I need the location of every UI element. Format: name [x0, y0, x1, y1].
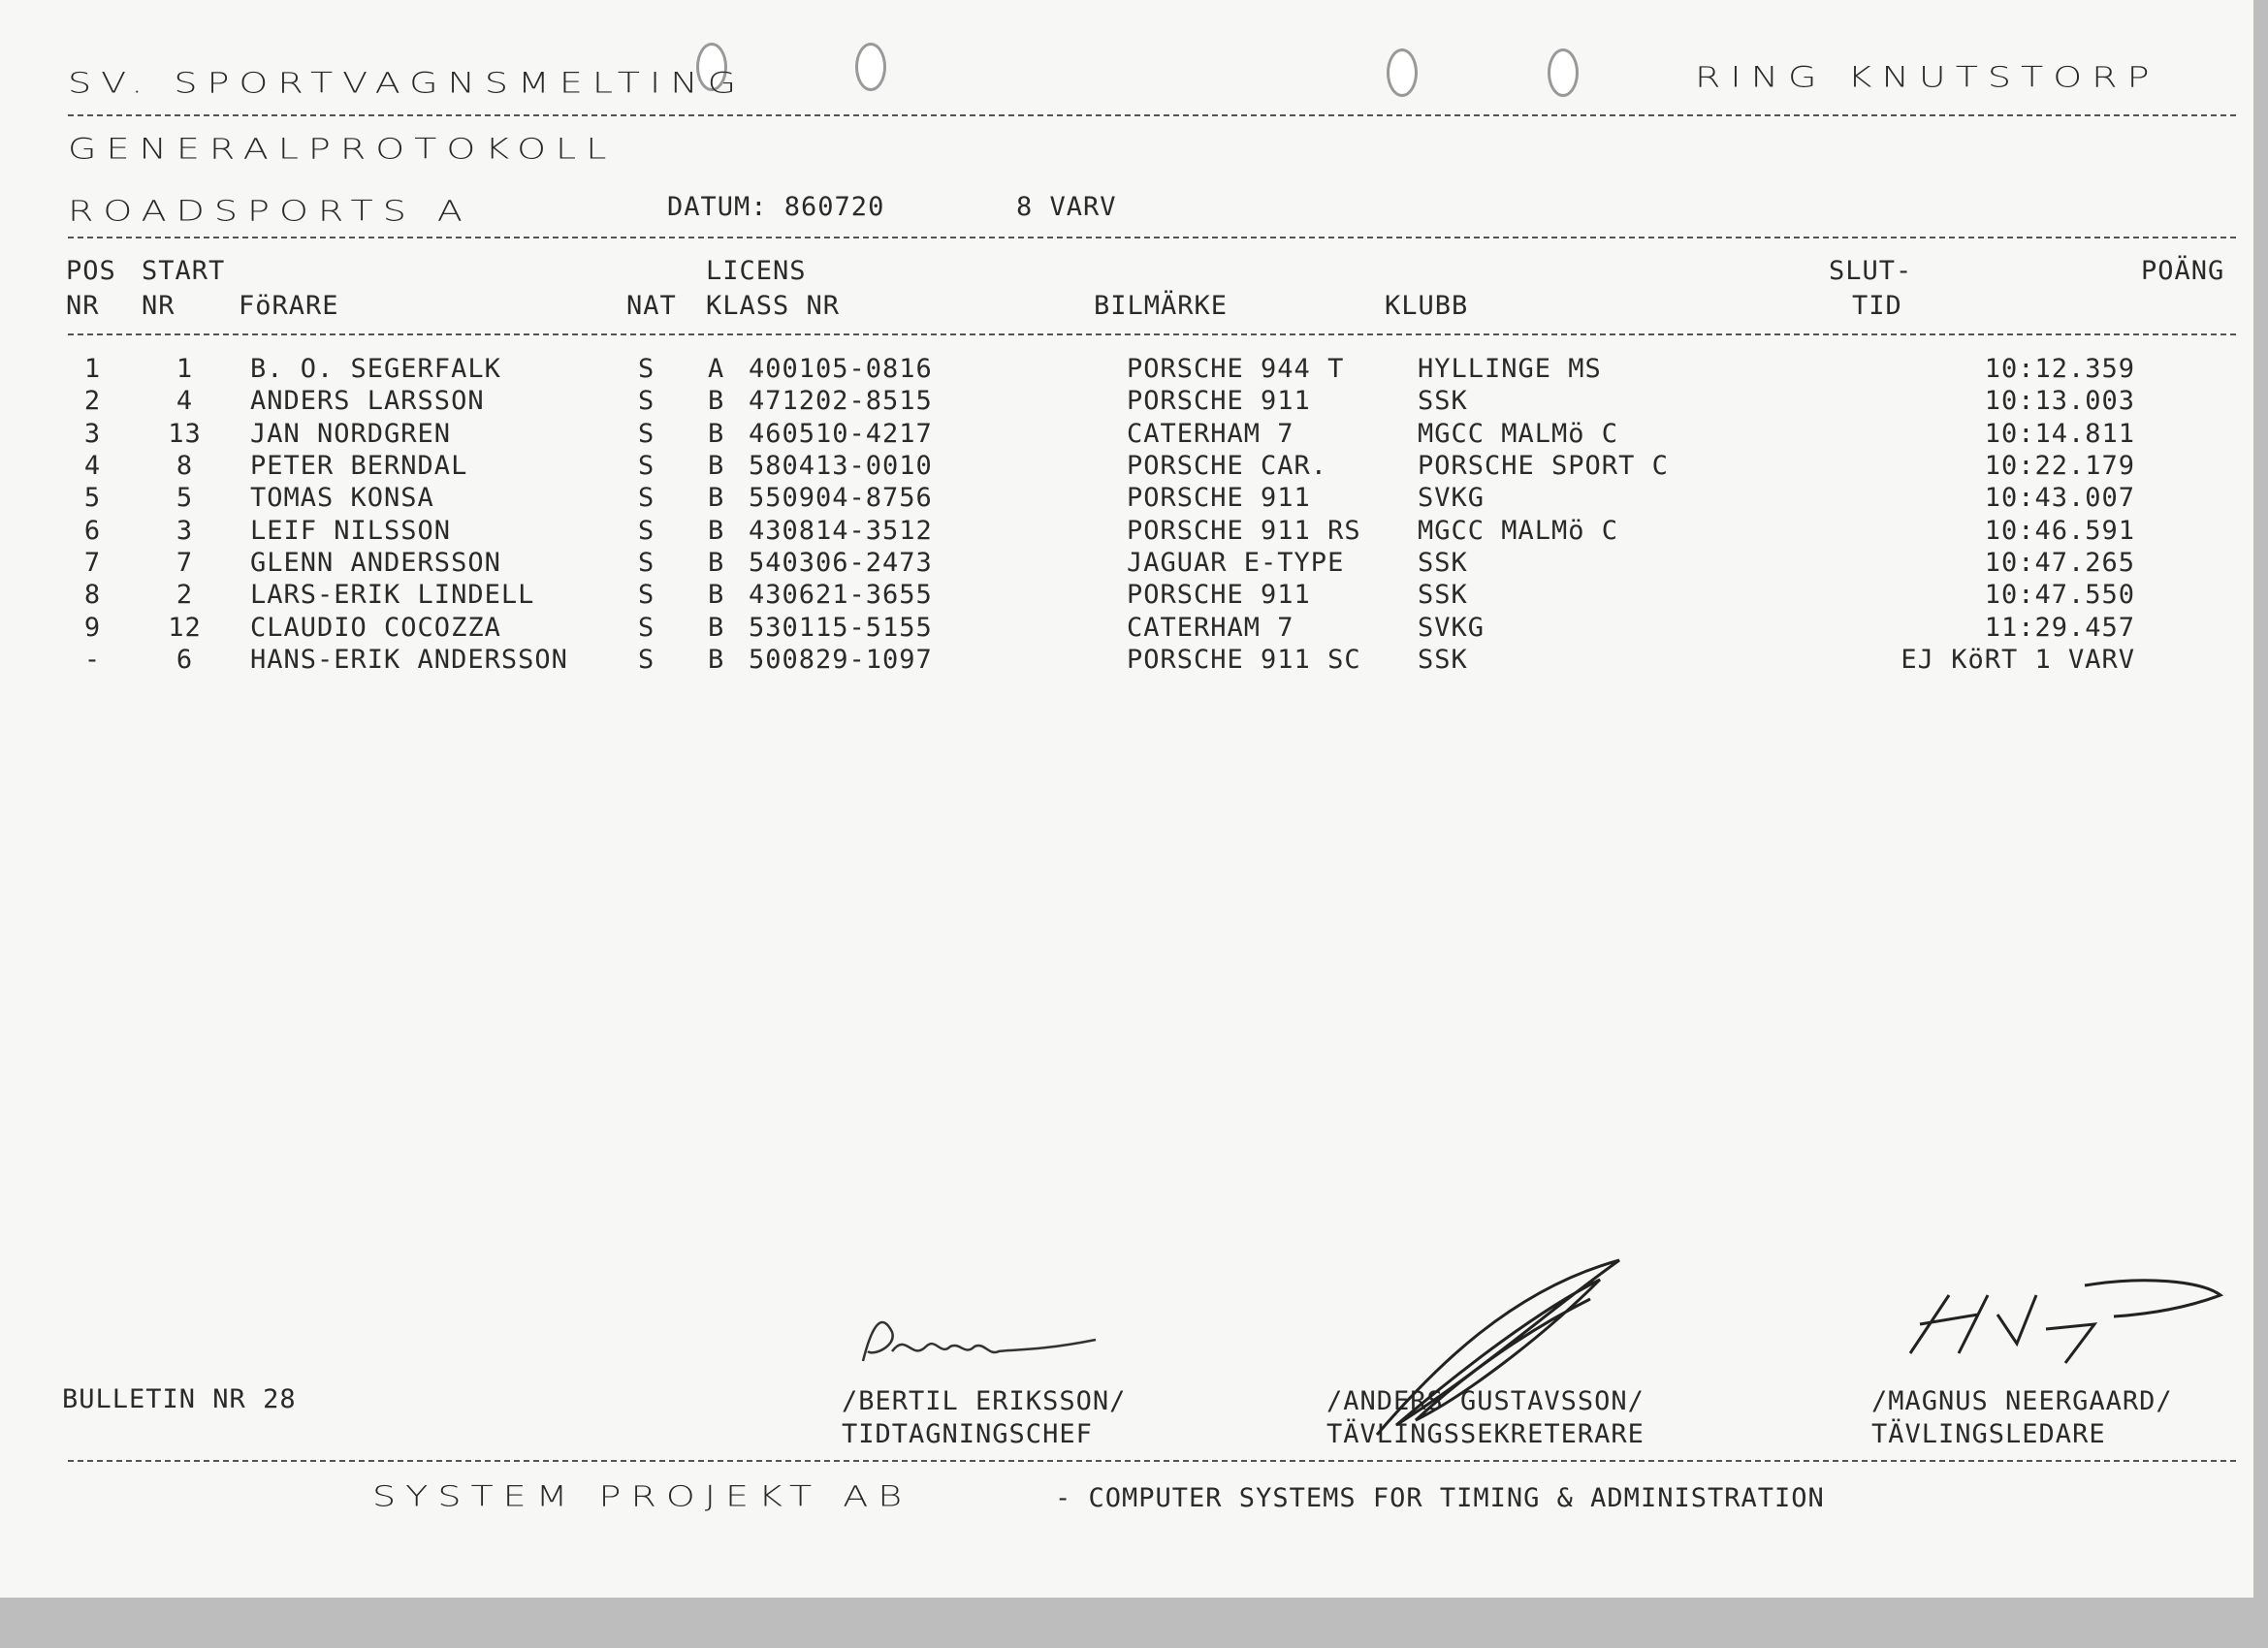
signer-title: TIDTAGNINGSCHEF: [842, 1419, 1093, 1449]
result-car: JAGUAR E-TYPE: [1127, 547, 1345, 578]
result-klass: B: [708, 483, 725, 514]
col-slut: SLUT-: [1829, 256, 1913, 286]
result-nat: S: [638, 612, 655, 643]
result-klass: B: [708, 612, 725, 643]
result-start-nr: 5: [176, 483, 194, 514]
result-driver: ANDERS LARSSON: [250, 386, 485, 417]
table-row: [66, 579, 2135, 611]
date-label: DATUM: 860720: [667, 192, 885, 222]
result-pos: 7: [83, 547, 102, 578]
bulletin-label: BULLETIN NR 28: [62, 1384, 297, 1414]
col-start-nr: NR: [142, 291, 176, 321]
result-club: SVKG: [1418, 483, 1485, 514]
result-klass: B: [708, 451, 725, 482]
results-table: [66, 353, 2135, 676]
result-nat: S: [638, 451, 655, 482]
result-driver: GLENN ANDERSSON: [250, 547, 501, 578]
result-pos: -: [83, 644, 102, 675]
result-car: CATERHAM 7: [1127, 612, 1294, 643]
result-klass: B: [708, 644, 725, 675]
divider: [68, 114, 2236, 116]
result-car: PORSCHE CAR.: [1127, 451, 1328, 482]
result-pos: 1: [83, 354, 102, 385]
result-club: MGCC MALMö C: [1418, 418, 1619, 449]
result-licens-nr: 540306-2473: [749, 547, 933, 578]
result-licens-nr: 471202-8515: [749, 386, 933, 417]
result-driver: LEIF NILSSON: [250, 515, 452, 546]
table-row: [66, 418, 2135, 450]
result-start-nr: 13: [168, 418, 202, 449]
result-car: PORSCHE 911 RS: [1127, 515, 1361, 546]
result-licens-nr: 580413-0010: [749, 451, 933, 482]
result-time: 10:14.811: [1984, 418, 2135, 449]
result-time: 10:22.179: [1984, 451, 2135, 482]
result-time: 10:46.591: [1984, 515, 2135, 546]
result-start-nr: 8: [176, 451, 194, 482]
divider: [68, 333, 2236, 335]
result-klass: B: [708, 580, 725, 611]
result-car: PORSCHE 911: [1127, 580, 1311, 611]
result-start-nr: 3: [176, 515, 194, 546]
result-klass: B: [708, 547, 725, 578]
result-time: 10:47.265: [1984, 547, 2135, 578]
result-pos: 6: [83, 515, 102, 546]
result-start-nr: 1: [176, 354, 194, 385]
result-time: 11:29.457: [1984, 612, 2135, 643]
result-club: SSK: [1418, 386, 1468, 417]
table-row: [66, 547, 2135, 579]
punch-hole: [855, 43, 886, 91]
result-start-nr: 12: [168, 612, 202, 643]
table-row: [66, 450, 2135, 482]
col-start: START: [142, 256, 226, 286]
result-start-nr: 4: [176, 386, 194, 417]
result-driver: B. O. SEGERFALK: [250, 354, 501, 385]
result-nat: S: [638, 515, 655, 546]
result-pos: 8: [83, 580, 102, 611]
col-nr: NR: [66, 291, 100, 321]
result-licens-nr: 460510-4217: [749, 418, 933, 449]
signer-name: /ANDERS GUSTAVSSON/: [1326, 1386, 1645, 1416]
result-car: CATERHAM 7: [1127, 418, 1294, 449]
result-licens-nr: 400105-0816: [749, 354, 933, 385]
divider: [68, 237, 2236, 238]
result-car: PORSCHE 911: [1127, 483, 1311, 514]
result-car: PORSCHE 911 SC: [1127, 644, 1361, 675]
result-nat: S: [638, 418, 655, 449]
result-driver: CLAUDIO COCOZZA: [250, 612, 501, 643]
result-club: SVKG: [1418, 612, 1485, 643]
result-driver: HANS-ERIK ANDERSSON: [250, 644, 568, 675]
signature-eriksson: [853, 1303, 1105, 1380]
result-time: 10:13.003: [1984, 386, 2135, 417]
punch-hole: [1387, 48, 1418, 97]
venue: RING KNUTSTORP: [1695, 60, 2159, 94]
protocol-title: GENERALPROTOKOLL: [68, 132, 617, 166]
result-klass: A: [708, 354, 725, 385]
result-club: PORSCHE SPORT C: [1418, 451, 1669, 482]
result-pos: 3: [83, 418, 102, 449]
table-row: [66, 482, 2135, 514]
signer-name: /MAGNUS NEERGAARD/: [1871, 1386, 2173, 1416]
result-time: 10:47.550: [1984, 580, 2135, 611]
result-licens-nr: 530115-5155: [749, 612, 933, 643]
result-driver: LARS-ERIK LINDELL: [250, 580, 535, 611]
divider: [68, 1460, 2236, 1462]
signer-title: TÄVLINGSSEKRETERARE: [1326, 1419, 1645, 1449]
table-row: [66, 611, 2135, 643]
result-pos: 4: [83, 451, 102, 482]
class-title: ROADSPORTS A: [68, 194, 472, 228]
result-club: HYLLINGE MS: [1418, 354, 1602, 385]
signer-name: /BERTIL ERIKSSON/: [842, 1386, 1127, 1416]
result-pos: 5: [83, 483, 102, 514]
table-row: [66, 644, 2135, 676]
event-title: SV. SPORTVAGNSMELTING: [68, 66, 747, 100]
table-row: [66, 353, 2135, 385]
result-licens-nr: 500829-1097: [749, 644, 933, 675]
col-driver: FöRARE: [239, 291, 339, 321]
signature-gustavsson: [1358, 1251, 1648, 1444]
result-licens-nr: 550904-8756: [749, 483, 933, 514]
punch-hole: [1548, 48, 1579, 97]
result-car: PORSCHE 944 T: [1127, 354, 1345, 385]
signer-title: TÄVLINGSLEDARE: [1871, 1419, 2106, 1449]
result-klass: B: [708, 515, 725, 546]
result-club: MGCC MALMö C: [1418, 515, 1619, 546]
table-row: [66, 385, 2135, 417]
result-nat: S: [638, 644, 655, 675]
result-time: EJ KöRT 1 VARV: [1901, 644, 2135, 675]
result-licens-nr: 430621-3655: [749, 580, 933, 611]
result-club: SSK: [1418, 580, 1468, 611]
result-nat: S: [638, 386, 655, 417]
result-club: SSK: [1418, 547, 1468, 578]
signature-neergaard: [1891, 1256, 2240, 1373]
result-nat: S: [638, 354, 655, 385]
col-licens: LICENS: [706, 256, 807, 286]
result-start-nr: 7: [176, 547, 194, 578]
col-nat: NAT: [626, 291, 677, 321]
col-car: BILMÄRKE: [1094, 291, 1229, 321]
result-start-nr: 6: [176, 644, 194, 675]
result-time: 10:12.359: [1984, 354, 2135, 385]
col-club: KLUBB: [1385, 291, 1469, 321]
result-club: SSK: [1418, 644, 1468, 675]
result-start-nr: 2: [176, 580, 194, 611]
col-klass-nr: KLASS NR: [706, 291, 841, 321]
result-nat: S: [638, 483, 655, 514]
result-pos: 9: [83, 612, 102, 643]
company-tagline: - COMPUTER SYSTEMS FOR TIMING & ADMINISTRATION: [1055, 1483, 1825, 1513]
result-driver: TOMAS KONSA: [250, 483, 434, 514]
result-klass: B: [708, 386, 725, 417]
col-pos: POS: [66, 256, 116, 286]
col-tid: TID: [1852, 291, 1902, 321]
result-licens-nr: 430814-3512: [749, 515, 933, 546]
result-pos: 2: [83, 386, 102, 417]
result-driver: JAN NORDGREN: [250, 418, 452, 449]
company-name: SYSTEM PROJEKT AB: [372, 1479, 912, 1513]
result-klass: B: [708, 418, 725, 449]
table-row: [66, 514, 2135, 546]
laps-label: 8 VARV: [1016, 192, 1117, 222]
result-nat: S: [638, 580, 655, 611]
result-driver: PETER BERNDAL: [250, 451, 468, 482]
col-poang: POÄNG: [2141, 256, 2225, 286]
result-nat: S: [638, 547, 655, 578]
result-time: 10:43.007: [1984, 483, 2135, 514]
result-car: PORSCHE 911: [1127, 386, 1311, 417]
